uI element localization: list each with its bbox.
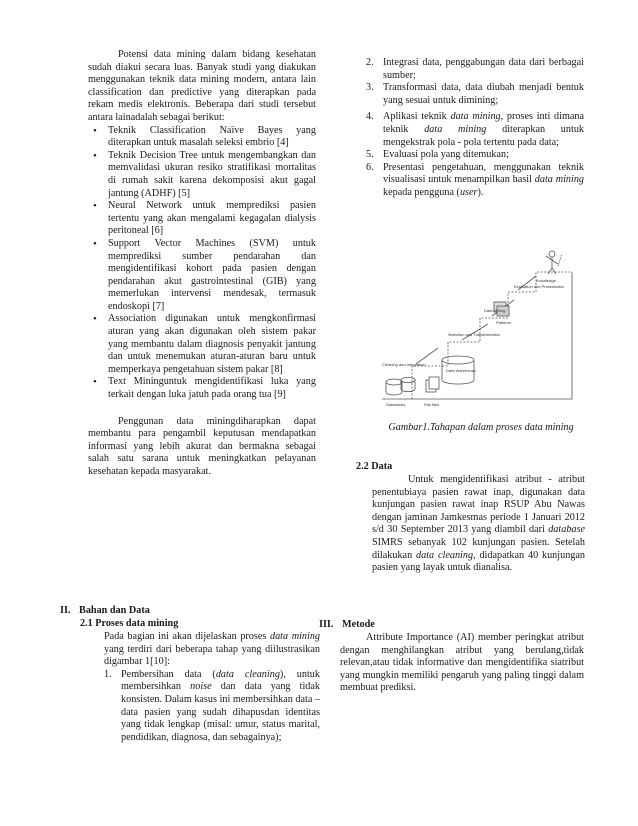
list-item: • Support Vector Machines (SVM) untuk memprediksi sumber pendarahan dan mengidentifikasi kohort pada pasien dengan pendarahan akut gastrointestinal (GIB) yang memerlukan intervensi mendesak, termasuk endoskopi [7]: [88, 238, 316, 314]
section-2-numeral: II.: [60, 605, 71, 616]
closing-paragraph: Penggunan data miningdiharapkan dapat membantu para pengambil keputusan mendapatkan informasi yang lebih akurat dan bermakna sebagai salah satu sarana untuk meningkatkan pelayanan kesehatan kepada masyarakat.: [88, 415, 316, 477]
data-paragraph: Untuk mengidentifikasi atribut - atribut penentubiaya pasien rawat inap, digunakan data kunjungan pasien rawat inap RSUP Abu Nawas dengan jaminan Jamkesmas periode 1 Januari 2012 s/d 30 September 2013 yang diambil dari database SIMRS sebanyak 102 kunjungan pasien. Setelah dilakukan data cleaning, didapatkan 40 kunjungan pasien yang layak untuk dianalisa.: [372, 474, 586, 574]
figure-label: Evaluation and Presentation: [514, 284, 565, 289]
process-steps-left: [104, 669, 320, 745]
left-column: [88, 49, 316, 479]
figure-label: Cleaning and Integration: [382, 362, 426, 367]
section-2-heading: [60, 605, 150, 618]
figure-label: Flat files: [424, 402, 439, 407]
subsection-2-1-title: 2.1 Proses data mining: [80, 618, 179, 629]
studies-list: [88, 125, 316, 402]
figure-caption: Gambar1.Tahapan dalam proses data mining: [388, 422, 574, 433]
list-item: 1. Pembersihan data (data cleaning), untuk membersihkan noise dan data yang tidak konsisten. Dalam kasus ini membersihkan data – data pasien yang sudah dihapusdan identitas yang tidak lengkap (misal: umur, status marital, pendidikan, diagnosa, dan sebagainya);: [104, 668, 321, 743]
list-item: 3. Transformasi data, data diubah menjadi bentuk yang sesuai untuk dimining;: [366, 82, 584, 106]
method-paragraph: Attribute Importance (AI) member peringkat atribut dengan menghilangkan atribut yang berulang,tidak relevan,atau tidak informative dan mengidentifika siatribut yang mungkin memiliki pengaruh yang paling tinggi dalam membuat prediksi.: [340, 632, 584, 694]
list-item: • Teknik Decision Tree untuk mengembangkan dan memvalidasi ukuran resiko stratifikasi mortalitas di rumah sakit karena dekomposisi akut gagal jantung (ADHF) [5]: [88, 150, 316, 200]
process-intro: Pada bagian ini akan dijelaskan proses data mining yang terdiri dari beberapa tahap yang diilustrasikan digambar 1[10]:: [104, 631, 321, 668]
section-2-title: Bahan dan Data: [79, 605, 150, 616]
list-item: • Teknik Classification Naïve Bayes yang diterapkan untuk masalah seleksi embrio [4]: [88, 125, 316, 150]
list-item: • Text Mininguntuk mengidentifikasi luka yang terkait dengan luka jatuh pada orang tua [9]: [88, 376, 316, 401]
right-column: [366, 57, 584, 200]
figure-label: Knowledge: [536, 278, 556, 283]
list-item: 6. Presentasi pengetahuan, menggunakan teknik visualisasi untuk menampilkan hasil data mining kepada pengguna (user).: [366, 161, 585, 198]
kdd-process-figure: [376, 244, 576, 414]
section-3-heading: [319, 619, 375, 632]
figure-label: Data Mining: [484, 308, 506, 313]
list-item: • Association digunakan untuk mengkonfirmasi aturan yang akan digunakan oleh sistem pakar yang membantu dalam diagnosis penyakit jantung dan untuk menemukan aturan-aturan baru untuk memperkaya pengetahuan sistem pakar [8]: [88, 313, 316, 376]
figure-label: Databases: [386, 402, 406, 407]
figure-label: Data Warehouse: [446, 368, 476, 373]
list-item: 4. Aplikasi teknik data mining, proses inti dimana teknik data mining diterapkan untuk mengekstrak pola - pola tertentu pada data;: [366, 111, 585, 148]
figure-label: Selection and Transformation: [448, 332, 501, 337]
intro-paragraph: Potensi data mining dalam bidang kesehatan sudah diakui secara luas. Banyak studi yang diakukan menggunakan teknik data mining modern, antara lain classification dan predictive yang diterapkan pada rekam medis elektronis. Beberapa dari studi tersebut antara lainadalah sebagai berikut:: [88, 49, 316, 123]
process-steps-right: [366, 57, 584, 200]
list-item: • Neural Network untuk memprediksi pasien tertentu yang akan mengalami kegagalan dialysis peritoneal [6]: [88, 200, 316, 238]
section-3-numeral: III.: [319, 619, 334, 630]
section-3-title: Metode: [342, 619, 375, 630]
subsection-2-1-body: [104, 631, 320, 744]
list-item: 2. Integrasi data, penggabungan data dari berbagai sumber;: [366, 57, 584, 81]
figure-label: Patterns: [496, 320, 511, 325]
list-item: 5. Evaluasi pola yang ditemukan;: [366, 149, 509, 161]
subsection-2-2-title: 2.2 Data: [356, 461, 393, 472]
